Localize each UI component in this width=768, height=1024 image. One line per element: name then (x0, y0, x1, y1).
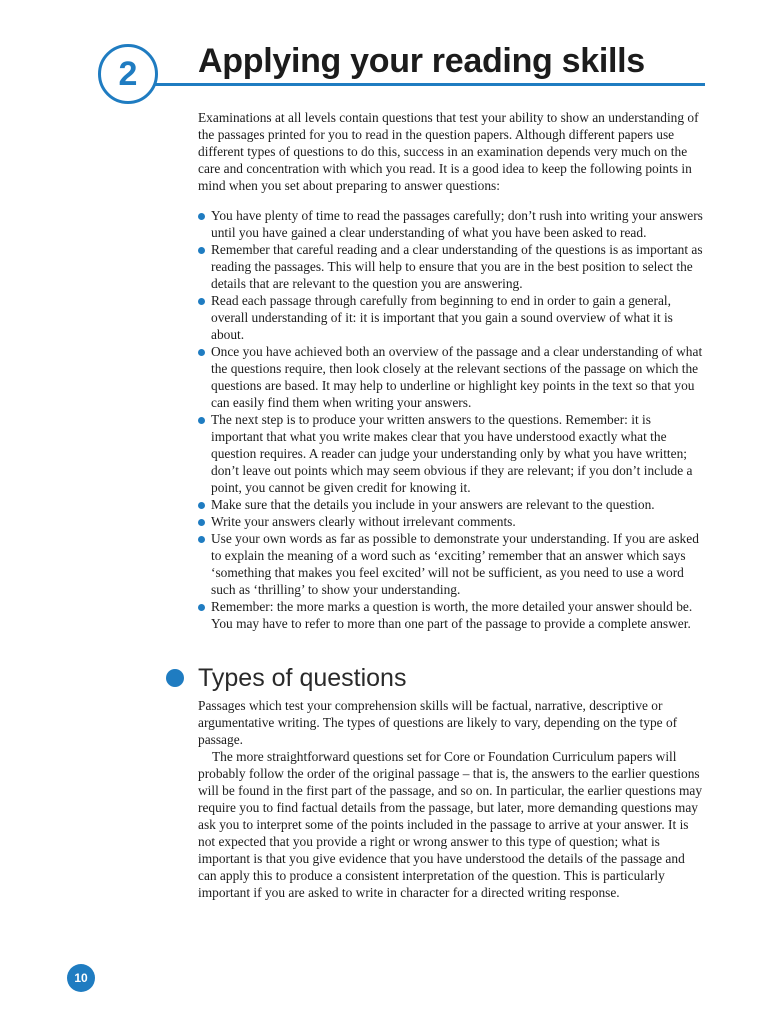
tip-item: You have plenty of time to read the passages carefully; don’t rush into writing your answers until you have gained a clear understanding of what you have been asked to read. (198, 207, 704, 241)
chapter-title-rule (155, 83, 705, 86)
tips-list (198, 207, 704, 632)
chapter-title: Applying your reading skills (198, 42, 645, 80)
tip-item: Remember that careful reading and a clear understanding of the questions is as important as reading the passages. This will help to ensure that you are in the best position to select the details that are relevant to the question you are answering. (198, 241, 704, 292)
tip-item: Make sure that the details you include in your answers are relevant to the question. (198, 496, 704, 513)
chapter-number-badge: 2 (98, 44, 158, 104)
tip-item: Read each passage through carefully from beginning to end in order to gain a general, overall understanding of it: it is important that you gain a sound overview of what it is about. (198, 292, 704, 343)
section-bullet-icon (166, 669, 184, 687)
main-content (198, 109, 704, 901)
tip-item: Once you have achieved both an overview of the passage and a clear understanding of what the questions require, then look closely at the relevant sections of the passage on which the questions are based. It may help to underline or highlight key points in the text so that you can easily find them when writing your answers. (198, 343, 704, 411)
page-number: 10 (67, 964, 95, 992)
tip-item: The next step is to produce your written answers to the questions. Remember: it is important that what you write makes clear that you have understood exactly what the question requires. A reader can judge your understanding only by what you have written; don’t leave out points which may seem obvious if they are relevant; if you don’t include a point, you cannot be given credit for knowing it. (198, 411, 704, 496)
tip-item: Remember: the more marks a question is worth, the more detailed your answer should be. You may have to refer to more than one part of the passage to provide a complete answer. (198, 598, 704, 632)
section-title: Types of questions (198, 664, 407, 692)
tip-item: Write your answers clearly without irrelevant comments. (198, 513, 704, 530)
tip-item: Use your own words as far as possible to demonstrate your understanding. If you are asked to explain the meaning of a word such as ‘exciting’ remember that an answer which says ‘something that makes you feel excited’ will not be sufficient, as you need to use a word such as ‘thrilling’ to show your understanding. (198, 530, 704, 598)
section-paragraph: The more straightforward questions set for Core or Foundation Curriculum papers will probably follow the order of the original passage – that is, the answers to the earlier questions will be found in the first part of the passage, and so on. In particular, the earlier questions may require you to find factual details from the passage, but later, more demanding questions may ask you to interpret some of the points included in the passage to arrive at your answer. It is not expected that you provide a right or wrong answer to this type of question; what is important is that you give evidence that you have understood the details of the passage and can apply this to produce a consistent interpretation of the question. This is particularly important if you are asked to write in character for a directed writing response. (198, 749, 703, 900)
section-header (198, 662, 704, 694)
intro-paragraph: Examinations at all levels contain questions that test your ability to show an understanding of the passages printed for you to read in the question papers. Although different papers use different types of questions to do this, success in an examination depends very much on the care and concentration with which you read. It is a good idea to keep the following points in mind when you set about preparing to answer questions: (198, 110, 699, 193)
section-paragraph: Passages which test your comprehension skills will be factual, narrative, descriptive or argumentative writing. The types of questions are likely to vary, depending on the type of passage. (198, 698, 678, 747)
